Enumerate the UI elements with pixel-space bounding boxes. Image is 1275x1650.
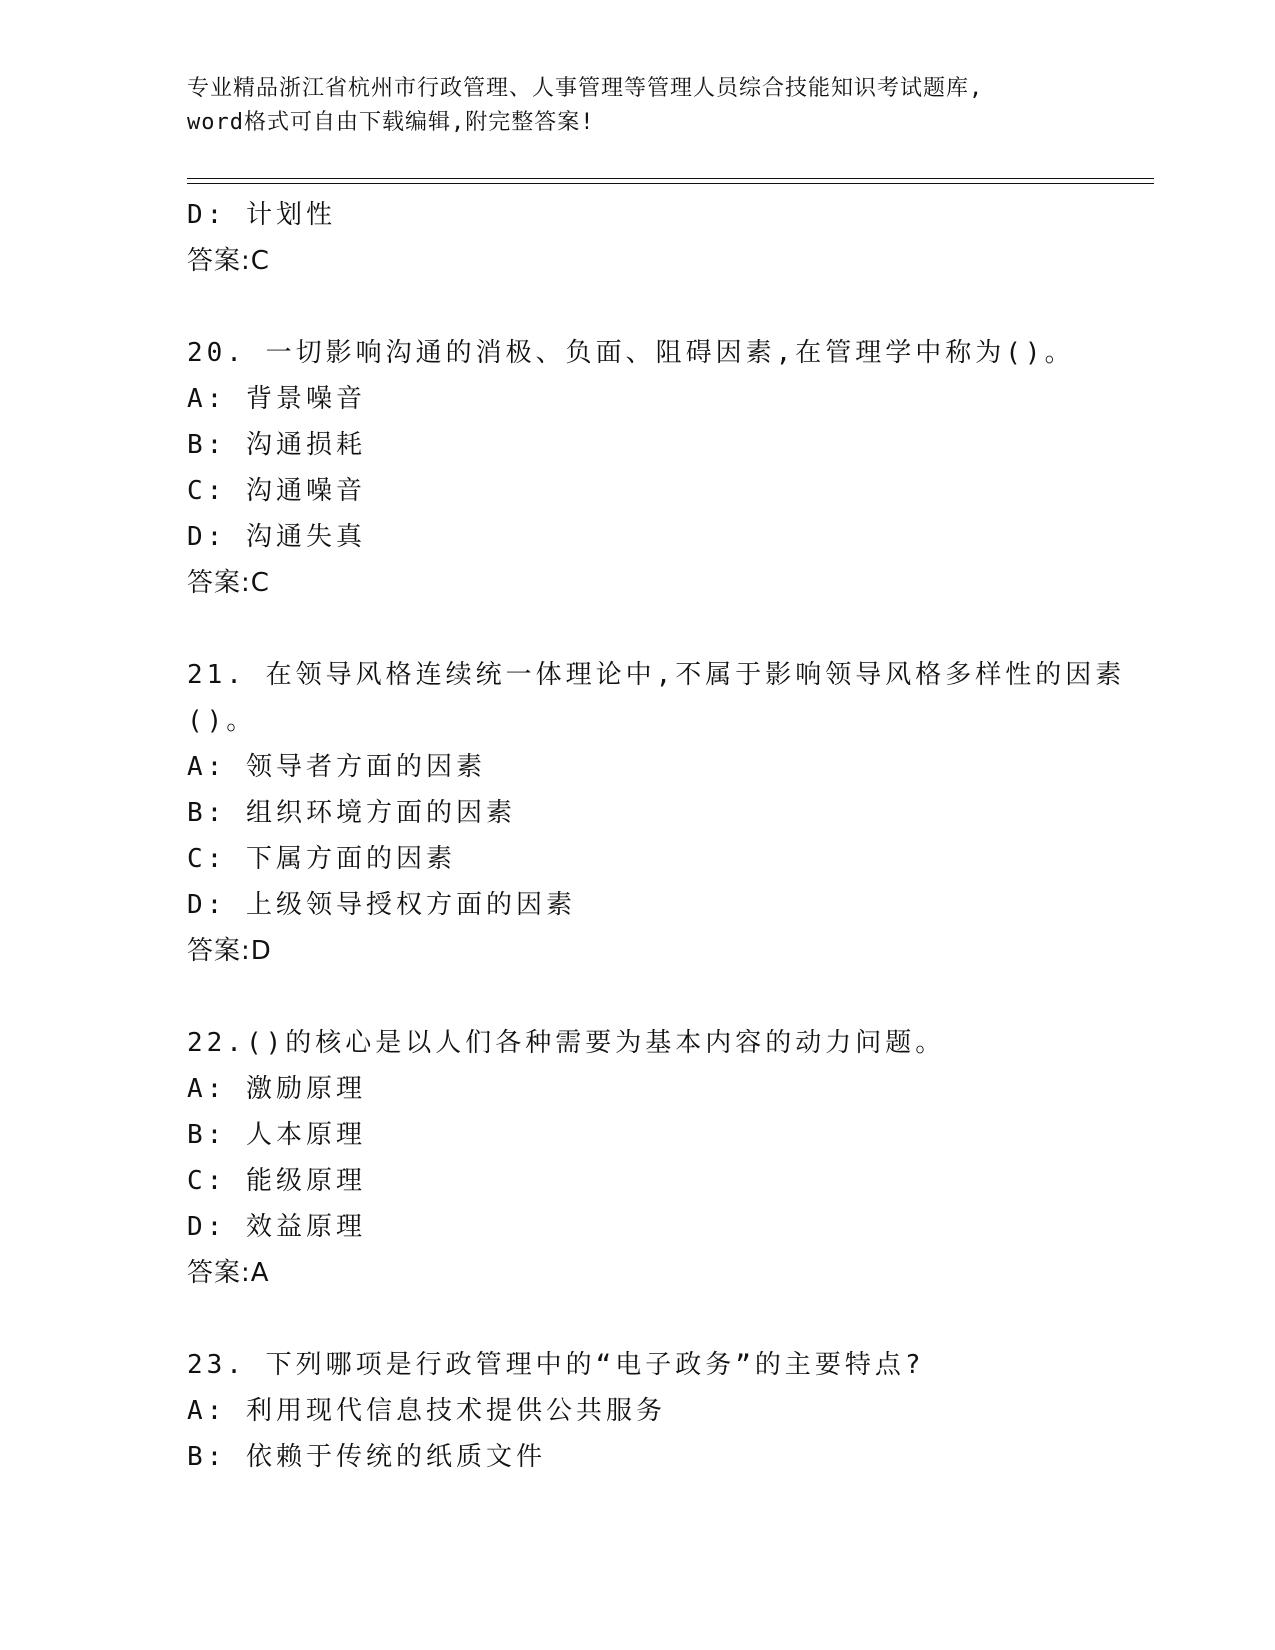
option-b: B: 依赖于传统的纸质文件: [187, 1442, 546, 1472]
answer-text: 答案:D: [187, 936, 272, 966]
spacer: [187, 606, 1147, 652]
spacer: [187, 974, 1147, 1020]
option-d: D: 沟通失真: [187, 522, 366, 552]
option-a: A: 利用现代信息技术提供公共服务: [187, 1396, 666, 1426]
option-b: B: 沟通损耗: [187, 430, 366, 460]
option-d: D: 效益原理: [187, 1212, 366, 1242]
question-text: 23. 下列哪项是行政管理中的“电子政务”的主要特点?: [187, 1350, 925, 1380]
header-divider-bottom: [187, 183, 1154, 184]
option-b: B: 人本原理: [187, 1120, 366, 1150]
question-text-line-1: 21. 在领导风格连续统一体理论中,不属于影响领导风格多样性的因素: [187, 660, 1126, 690]
option-a: A: 激励原理: [187, 1074, 366, 1104]
question-block-20: [187, 330, 1147, 606]
option-c: C: 下属方面的因素: [187, 844, 456, 874]
question-text: 22.()的核心是以人们各种需要为基本内容的动力问题。: [187, 1028, 946, 1058]
spacer: [187, 1296, 1147, 1342]
question-block-19: [187, 192, 1147, 284]
header-line-1: 专业精品浙江省杭州市行政管理、人事管理等管理人员综合技能知识考试题库,: [187, 76, 984, 101]
question-block-21: [187, 652, 1147, 974]
header-line-2: word格式可自由下载编辑,附完整答案!: [187, 110, 595, 135]
answer-text: 答案:C: [187, 246, 270, 276]
question-list: [187, 192, 1147, 1480]
answer-text: 答案:C: [187, 568, 270, 598]
question-text: 20. 一切影响沟通的消极、负面、阻碍因素,在管理学中称为()。: [187, 338, 1075, 368]
spacer: [187, 284, 1147, 330]
option-b: B: 组织环境方面的因素: [187, 798, 516, 828]
option-c: C: 能级原理: [187, 1166, 366, 1196]
option-a: A: 背景噪音: [187, 384, 366, 414]
answer-text: 答案:A: [187, 1258, 270, 1288]
question-text-line-2: ()。: [187, 706, 257, 736]
option-c: C: 沟通噪音: [187, 476, 366, 506]
option-d: D: 上级领导授权方面的因素: [187, 890, 576, 920]
option-d: D: 计划性: [187, 200, 336, 230]
question-block-22: [187, 1020, 1147, 1296]
document-header: [187, 72, 1067, 140]
option-a: A: 领导者方面的因素: [187, 752, 486, 782]
question-block-23: [187, 1342, 1147, 1480]
header-divider-top: [187, 178, 1154, 179]
